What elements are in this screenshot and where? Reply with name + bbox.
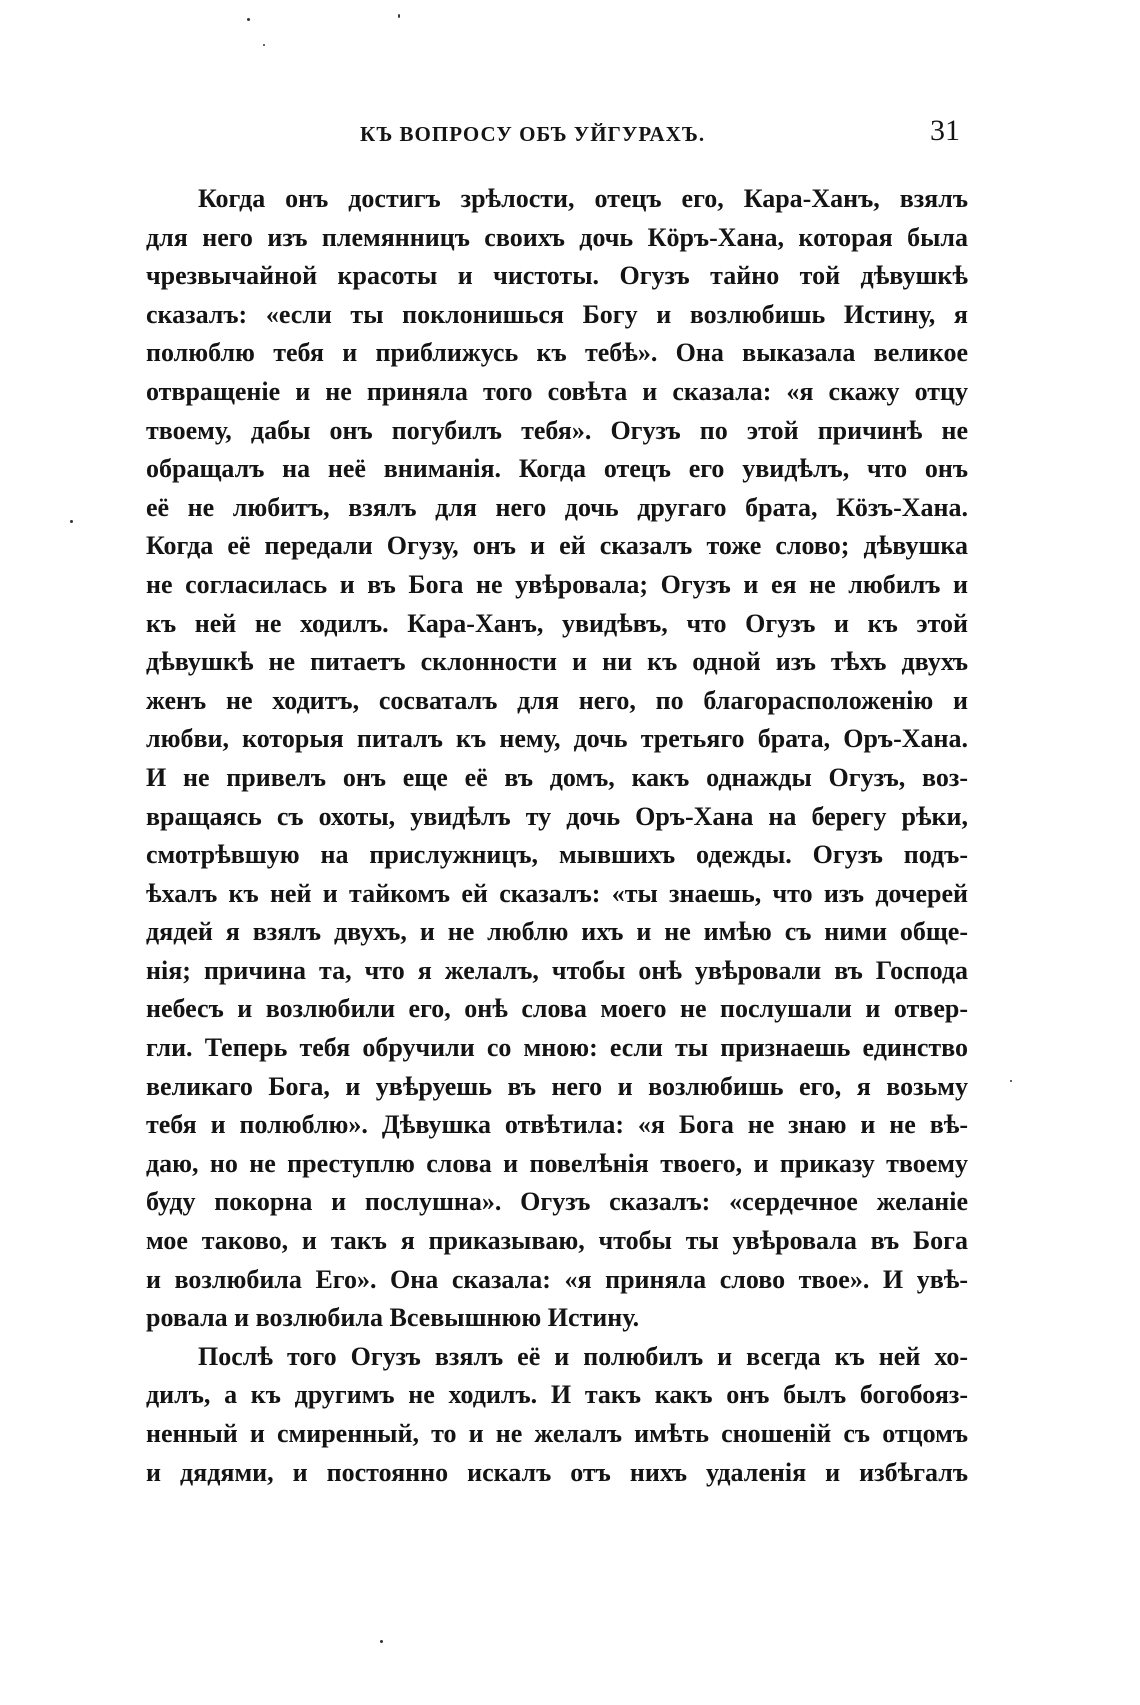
running-title: КЪ ВОПРОСУ ОБЪ УЙГУРАХЪ. bbox=[360, 122, 706, 146]
text-line: отвращенiе и не приняла того совѣта и сказала: «я скажу отцу bbox=[146, 376, 968, 406]
text-line: не согласилась и въ Бога не увѣровала; Огузъ и ея не любилъ и bbox=[146, 569, 968, 599]
text-line: Послѣ того Огузъ взялъ её и полюбилъ и всегда къ ней хо- bbox=[198, 1341, 968, 1371]
text-line: Когда онъ достигъ зрѣлости, отецъ его, Кара-Ханъ, взялъ bbox=[198, 184, 968, 213]
text-line: полюблю тебя и приближусь къ тебѣ». Она выказала великое bbox=[146, 338, 968, 368]
body-text bbox=[146, 180, 968, 1492]
print-speck bbox=[263, 44, 265, 46]
page-header bbox=[0, 114, 1140, 158]
text-line: гли. Теперь тебя обручили со мною: если ты признаешь единство bbox=[146, 1033, 968, 1063]
text-line: и дядями, и постоянно искалъ отъ нихъ удаленiя и избѣгалъ bbox=[146, 1457, 968, 1487]
text-line: ровала и возлюбила Всевышнюю Истину. bbox=[146, 1303, 640, 1333]
print-speck bbox=[70, 520, 73, 523]
text-line: буду покорна и послушна». Огузъ сказалъ: «сердечное желанiе bbox=[146, 1187, 968, 1217]
text-line: женъ не ходитъ, сосваталъ для него, по благорасположенiю и bbox=[146, 685, 968, 715]
text-line: любви, которыя питалъ къ нему, дочь третьяго брата, Оръ-Хана. bbox=[146, 724, 968, 754]
text-line: дилъ, а къ другимъ не ходилъ. И такъ какъ онъ былъ богобояз- bbox=[146, 1380, 968, 1410]
print-speck bbox=[247, 18, 250, 21]
text-line: дѣвушкѣ не питаетъ склонности и ни къ одной изъ тѣхъ двухъ bbox=[146, 647, 968, 677]
text-line: для него изъ племянницъ своихъ дочь Кӧръ-Хана, которая была bbox=[146, 222, 968, 252]
text-line: сказалъ: «если ты поклонишься Богу и возлюбишь Истину, я bbox=[146, 299, 968, 329]
text-line: Когда её передали Огузу, онъ и ей сказалъ тоже слово; дѣвушка bbox=[146, 531, 968, 561]
text-line: вращаясь съ охоты, увидѣлъ ту дочь Оръ-Хана на берегу рѣки, bbox=[146, 801, 968, 831]
page-number: 31 bbox=[930, 114, 960, 147]
text-line: смотрѣвшую на прислужницъ, мывшихъ одежды. Огузъ подъ- bbox=[146, 840, 968, 870]
text-line: тебя и полюблю». Дѣвушка отвѣтила: «я Бога не знаю и не вѣ- bbox=[146, 1110, 968, 1140]
text-line: её не любитъ, взялъ для него дочь другаго брата, Кӧзъ-Хана. bbox=[146, 492, 968, 522]
text-line: и возлюбила Его». Она сказала: «я приняла слово твое». И увѣ- bbox=[146, 1264, 968, 1294]
text-line: ненный и смиренный, то и не желалъ имѣть сношенiй съ отцомъ bbox=[146, 1419, 968, 1448]
text-line: твоему, дабы онъ погубилъ тебя». Огузъ по этой причинѣ не bbox=[146, 415, 968, 445]
text-line: къ ней не ходилъ. Кара-Ханъ, увидѣвъ, что Огузъ и къ этой bbox=[146, 608, 968, 638]
text-line: обращалъ на неё вниманiя. Когда отецъ его увидѣлъ, что онъ bbox=[146, 454, 968, 484]
text-line: И не привелъ онъ еще её въ домъ, какъ однажды Огузъ, воз- bbox=[146, 762, 968, 792]
text-line: ѣхалъ къ ней и тайкомъ ей сказалъ: «ты знаешь, что изъ дочерей bbox=[146, 878, 968, 908]
print-speck bbox=[1010, 1080, 1012, 1082]
text-line: даю, но не преступлю слова и повелѣнiя твоего, и приказу твоему bbox=[146, 1148, 968, 1178]
print-speck bbox=[398, 14, 400, 18]
text-line: нiя; причина та, что я желалъ, чтобы онѣ увѣровали въ Господа bbox=[146, 955, 968, 985]
print-speck bbox=[380, 1640, 383, 1643]
text-line: дядей я взялъ двухъ, и не люблю ихъ и не имѣю съ ними обще- bbox=[146, 917, 968, 947]
text-line: великаго Бога, и увѣруешь въ него и возлюбишь его, я возьму bbox=[146, 1071, 968, 1101]
text-line: мое таково, и такъ я приказываю, чтобы ты увѣровала въ Бога bbox=[146, 1226, 968, 1256]
text-line: небесъ и возлюбили его, онѣ слова моего не послушали и отвер- bbox=[146, 994, 968, 1024]
text-line: чрезвычайной красоты и чистоты. Огузъ тайно той дѣвушкѣ bbox=[146, 261, 968, 291]
